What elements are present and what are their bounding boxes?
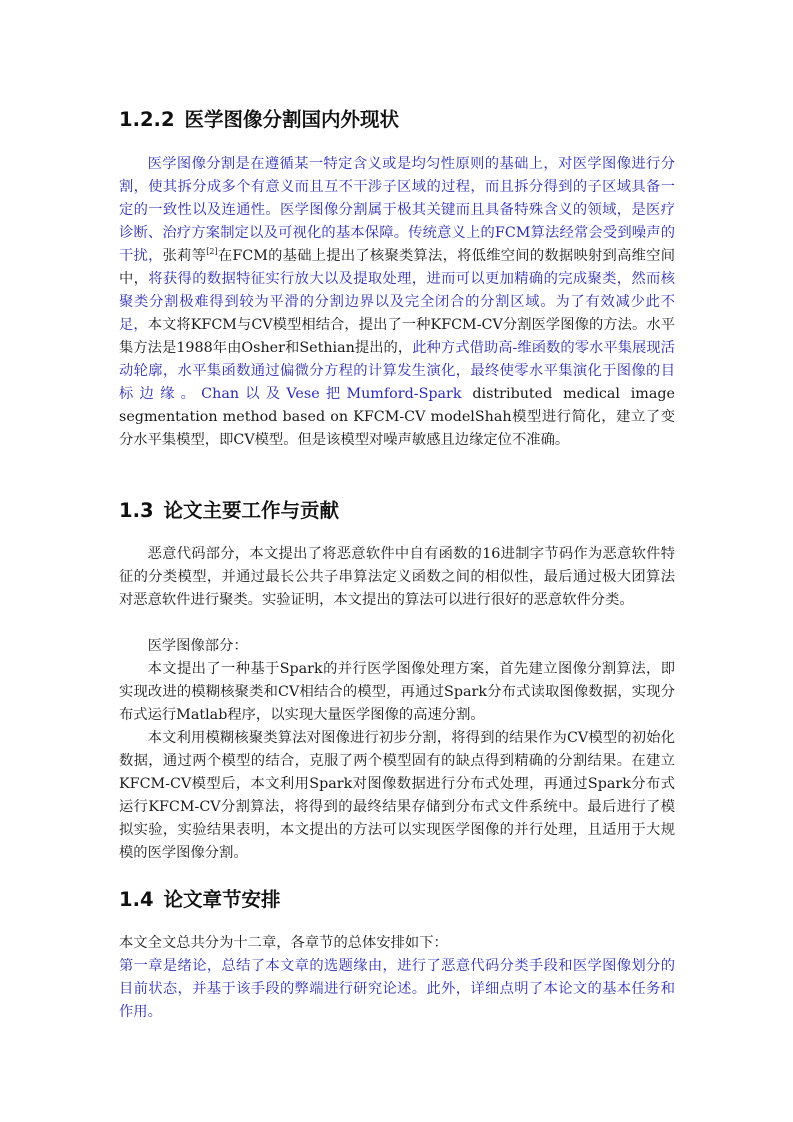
section-heading-1-2-2 [119,104,399,132]
text-run: 本文全文总共分为十二章，各章节的总体安排如下： [119,935,448,951]
text-run: 本文利用模糊核聚类算法对图像进行初步分割，将得到的结果作为CV模型的初始化数据，通过两个模型的结合，克服了两个模型固有的缺点得到精确的分割结果。在建立KFCM-CV模型后，本文利用Spark对图像数据进行分布式处理，再通过Spark分布式运行KFCM-CV分割算法，将得到的最终结果存储到分布式文件系统中。最后进行了模拟实验，实验结果表明，本文提出的方法可以实现医学图像的并行处理，且适用于大规模的医学图像分割。 [119,730,675,861]
text-run-blue: 此种方式借助高-维函数的零水平集展现活动轮廓，水平集函数通过偏微分方程的计算发生演化，最终使零水平集演化于图像的目标边缘。Chan以及Vese把Mumford-Spark [119,340,675,402]
text-run: 恶意代码部分，本文提出了将恶意软件中自有函数的16进制字节码作为恶意软件特征的分类模型，并通过最长公共子串算法定义函数之间的相似性，最后通过极大团算法对恶意软件进行聚类。实验证明，本文提出的算法可以进行很好的恶意软件分类。 [119,546,675,608]
text-run-blue: 医学图像分割是在遵循某一特定含义或是均匀性原则的基础上，对医学图像进行分割，使其拆分成多个有意义而且互不干涉子区域的过程，而且拆分得到的子区域具备一定的一致性以及连通性。医学图像分割属于极其关键而且具备特殊含义的领域，是医疗诊断、治疗方案制定以及可视化的基本保障。传统意义上的FCM算法经常会受到噪声的干扰， [119,156,675,264]
paragraph-malware-work [119,543,675,612]
citation-ref: [2] [206,247,218,257]
text-run: 本文提出了一种基于Spark的并行医学图像处理方案，首先建立图像分割算法，即实现改进的模糊核聚类和CV相结合的模型，再通过Spark分布式读取图像数据，实现分布式运行Matlab程序，以实现大量医学图像的高速分割。 [119,661,675,723]
paragraph-medical-image-label [119,635,675,658]
section-title: 医学图像分割国内外现状 [184,108,400,131]
paragraph-chapter-one [119,955,675,1024]
section-title: 论文主要工作与贡献 [163,499,340,522]
paragraph-kfcm-cv-method [119,727,675,865]
section-number: 1.2.2 [119,108,175,131]
text-run: 在FCM的基础上提出了核聚类算法，将低维空间的数据映射到高维空间中， [119,248,676,287]
text-run: 医学图像部分： [147,638,248,654]
section-heading-1-3 [119,495,339,523]
paragraph-medical-segmentation-status [119,153,675,452]
text-run-blue: 第一章是绪论，总结了本文章的选题缘由，进行了恶意代码分类手段和医学图像划分的目前状态，并基于该手段的弊端进行研究论述。此外，详细点明了本论文的基本任务和作用。 [119,958,675,1020]
text-run: 本文将KFCM与CV模型相结合，提出了一种KFCM-CV分割医学图像的方法。水平集方法是1988年由Osher和Sethian提出的， [119,317,675,356]
text-run: distributed medical image segmentation method based on KFCM-CV modelShah模型进行简化，建立了变分水平集模型，即CV模型。但是该模型对噪声敏感且边缘定位不准确。 [119,386,675,448]
paragraph-chapter-overview [119,932,675,955]
text-run-blue: 将获得的数据特征实行放大以及提取处理，进而可以更加精确的完成聚类，然而核聚类分割极难得到较为平滑的分割边界以及完全闭合的分割区域。为了有效减少此不足， [119,271,675,333]
section-title: 论文章节安排 [163,888,281,911]
paragraph-spark-scheme [119,658,675,727]
text-run: 张莉等 [162,248,207,264]
section-heading-1-4 [119,884,281,912]
section-number: 1.4 [119,888,154,911]
section-number: 1.3 [119,499,154,522]
